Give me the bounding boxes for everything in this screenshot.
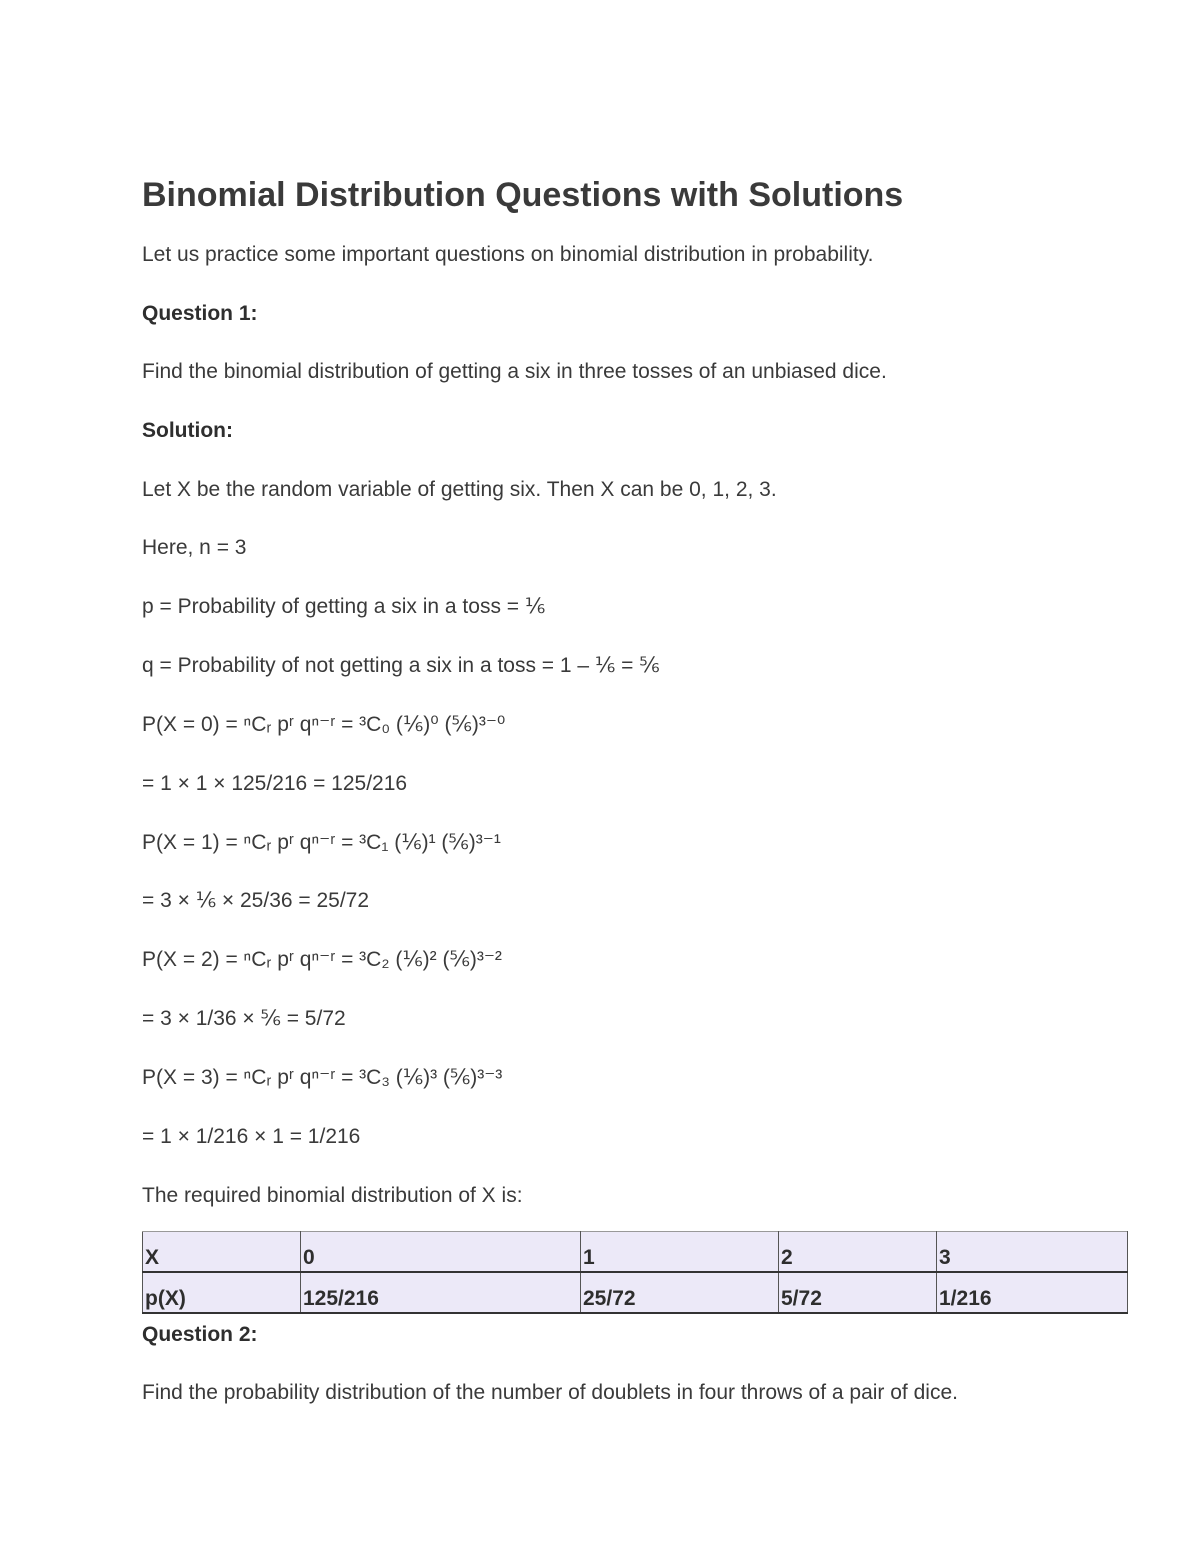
solution-step: = 1 × 1/216 × 1 = 1/216 [142, 1125, 361, 1148]
table-cell: 3 [937, 1232, 1128, 1273]
table-cell: X [143, 1232, 301, 1273]
solution-step: P(X = 0) = ⁿCᵣ pʳ qⁿ⁻ʳ = ³C₀ (⅙)⁰ (⅚)³⁻⁰ [142, 713, 506, 736]
question-1-label: Question 1: [142, 302, 258, 325]
solution-step: q = Probability of not getting a six in a toss = 1 – ⅙ = ⅚ [142, 654, 660, 677]
page-title: Binomial Distribution Questions with Solutions [142, 176, 904, 214]
table-cell: 2 [779, 1232, 937, 1273]
solution-step: The required binomial distribution of X is: [142, 1184, 523, 1207]
table-cell: p(X) [143, 1272, 301, 1313]
solution-step: P(X = 2) = ⁿCᵣ pʳ qⁿ⁻ʳ = ³C₂ (⅙)² (⅚)³⁻² [142, 948, 502, 971]
table-cell: 125/216 [301, 1272, 581, 1313]
intro-text: Let us practice some important questions on binomial distribution in probability. [142, 243, 874, 266]
solution-step: Here, n = 3 [142, 536, 247, 559]
table-cell: 0 [301, 1232, 581, 1273]
question-2-label: Question 2: [142, 1323, 258, 1346]
table-row [143, 1232, 1128, 1273]
solution-step: = 3 × 1/36 × ⅚ = 5/72 [142, 1007, 346, 1030]
solution-step: = 1 × 1 × 125/216 = 125/216 [142, 772, 408, 795]
table-row [143, 1272, 1128, 1313]
solution-label: Solution: [142, 419, 233, 442]
solution-step: P(X = 1) = ⁿCᵣ pʳ qⁿ⁻ʳ = ³C₁ (⅙)¹ (⅚)³⁻¹ [142, 831, 501, 854]
question-1-text: Find the binomial distribution of getting a six in three tosses of an unbiased dice. [142, 360, 887, 383]
table-cell: 1 [581, 1232, 779, 1273]
distribution-table [142, 1231, 1128, 1314]
table-cell: 5/72 [779, 1272, 937, 1313]
table-cell: 25/72 [581, 1272, 779, 1313]
solution-step: p = Probability of getting a six in a toss = ⅙ [142, 595, 546, 618]
table-cell: 1/216 [937, 1272, 1128, 1313]
solution-step: P(X = 3) = ⁿCᵣ pʳ qⁿ⁻ʳ = ³C₃ (⅙)³ (⅚)³⁻³ [142, 1066, 503, 1089]
solution-step: = 3 × ⅙ × 25/36 = 25/72 [142, 889, 370, 912]
solution-step: Let X be the random variable of getting six. Then X can be 0, 1, 2, 3. [142, 478, 777, 501]
question-2-text: Find the probability distribution of the number of doublets in four throws of a pair of dice. [142, 1381, 958, 1404]
